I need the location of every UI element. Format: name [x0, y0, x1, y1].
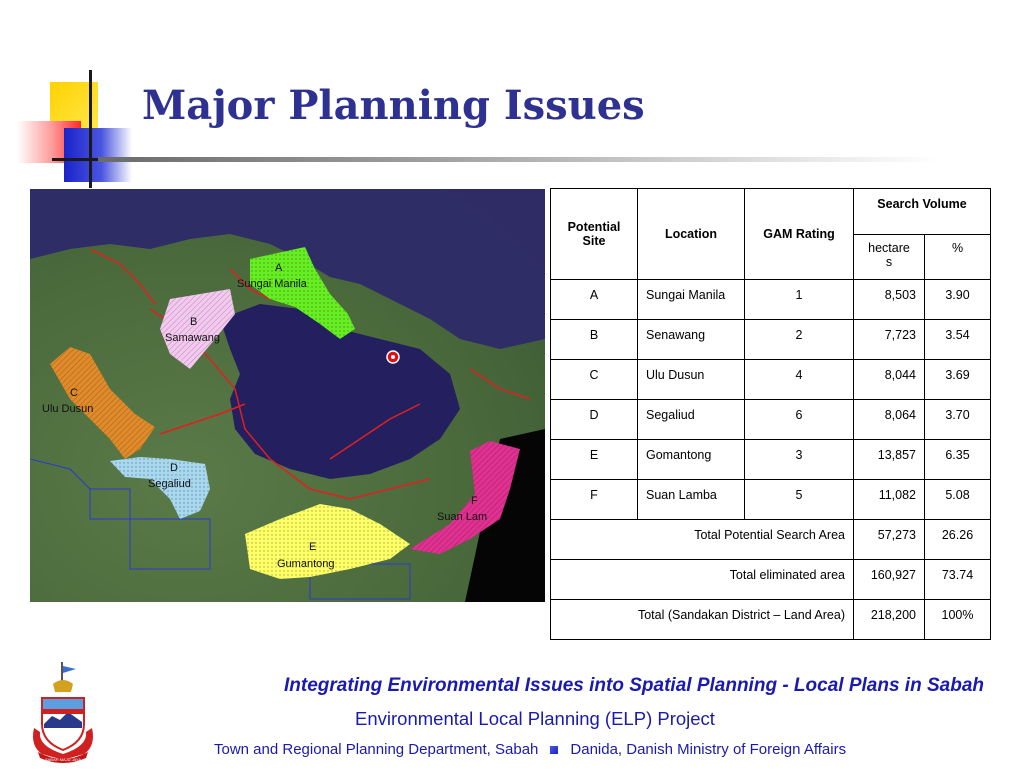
cell-hectares: 8,503 — [854, 280, 925, 320]
footer-project-title: Integrating Environmental Issues into Spatial Planning - Local Plans in Sabah — [284, 675, 984, 696]
cell-site: E — [551, 440, 638, 480]
site-A-letter: A — [275, 262, 283, 274]
header-location: Location — [638, 189, 745, 280]
header-hectares — [854, 235, 925, 280]
footer-project-name: Environmental Local Planning (ELP) Project — [355, 708, 715, 729]
table-total-row — [551, 520, 991, 560]
cell-percent: 3.70 — [925, 400, 991, 440]
table-row — [551, 280, 991, 320]
table-total-row — [551, 560, 991, 600]
cell-percent: 3.90 — [925, 280, 991, 320]
cell-gam: 2 — [745, 320, 854, 360]
square-bullet-icon — [550, 746, 558, 754]
site-C-letter: C — [70, 387, 78, 399]
cell-site: C — [551, 360, 638, 400]
table-row — [551, 480, 991, 520]
cell-location: Gomantong — [638, 440, 745, 480]
header-potential-site: Potential Site — [551, 189, 638, 280]
cell-location: Ulu Dusun — [638, 360, 745, 400]
title-underline — [98, 157, 940, 162]
site-D-name: Segaliud — [148, 478, 191, 490]
footer-org-left: Town and Regional Planning Department, Sabah — [214, 741, 539, 758]
cell-hectares: 13,857 — [854, 440, 925, 480]
site-E-name: Gumantong — [277, 558, 335, 570]
cell-site: F — [551, 480, 638, 520]
slide-title: Major Planning Issues — [142, 82, 645, 129]
footer-org-right: Danida, Danish Ministry of Foreign Affairs — [570, 741, 847, 758]
cell-gam: 4 — [745, 360, 854, 400]
site-F-name: Suan Lam — [437, 511, 488, 523]
cell-hectares: 11,082 — [854, 480, 925, 520]
total-percent: 26.26 — [925, 520, 991, 560]
header-gam-rating: GAM Rating — [745, 189, 854, 280]
total-label: Total (Sandakan District – Land Area) — [551, 600, 854, 640]
total-percent: 100% — [925, 600, 991, 640]
cell-location: Segaliud — [638, 400, 745, 440]
site-E-letter: E — [309, 541, 317, 553]
cell-site: B — [551, 320, 638, 360]
cell-gam: 5 — [745, 480, 854, 520]
planning-sites-table — [550, 188, 991, 640]
cell-location: Senawang — [638, 320, 745, 360]
table-row — [551, 320, 991, 360]
satellite-map — [30, 189, 545, 602]
site-B-name: Samawang — [165, 332, 221, 344]
total-hectares: 218,200 — [854, 600, 925, 640]
header-search-volume: Search Volume — [854, 189, 991, 235]
header-hectares-line1: hectare — [868, 241, 910, 255]
crest-motto: SABAH MAJU JAYA — [44, 757, 82, 762]
cell-percent: 3.69 — [925, 360, 991, 400]
site-B-letter: B — [190, 316, 198, 328]
site-D-letter: D — [170, 462, 178, 474]
cell-gam: 1 — [745, 280, 854, 320]
table-header-row — [551, 189, 991, 235]
cell-location: Suan Lamba — [638, 480, 745, 520]
cell-hectares: 7,723 — [854, 320, 925, 360]
header-percent: % — [925, 235, 991, 280]
total-hectares: 57,273 — [854, 520, 925, 560]
site-F-letter: F — [471, 495, 478, 507]
cell-percent: 5.08 — [925, 480, 991, 520]
footer-organizations — [214, 741, 846, 758]
table-row — [551, 440, 991, 480]
decor-blue-square — [64, 128, 132, 182]
total-label: Total eliminated area — [551, 560, 854, 600]
total-percent: 73.74 — [925, 560, 991, 600]
cell-gam: 6 — [745, 400, 854, 440]
site-A-name: Sungai Manila — [237, 278, 307, 290]
table-row — [551, 360, 991, 400]
cell-percent: 6.35 — [925, 440, 991, 480]
table-row — [551, 400, 991, 440]
table-total-row — [551, 600, 991, 640]
cell-hectares: 8,044 — [854, 360, 925, 400]
cell-hectares: 8,064 — [854, 400, 925, 440]
cell-gam: 3 — [745, 440, 854, 480]
cell-site: A — [551, 280, 638, 320]
site-C-name: Ulu Dusun — [42, 403, 94, 415]
total-hectares: 160,927 — [854, 560, 925, 600]
header-hectares-line2: s — [885, 255, 893, 269]
decor-vertical-line — [89, 70, 92, 188]
cell-percent: 3.54 — [925, 320, 991, 360]
cell-location: Sungai Manila — [638, 280, 745, 320]
cell-site: D — [551, 400, 638, 440]
total-label: Total Potential Search Area — [551, 520, 854, 560]
